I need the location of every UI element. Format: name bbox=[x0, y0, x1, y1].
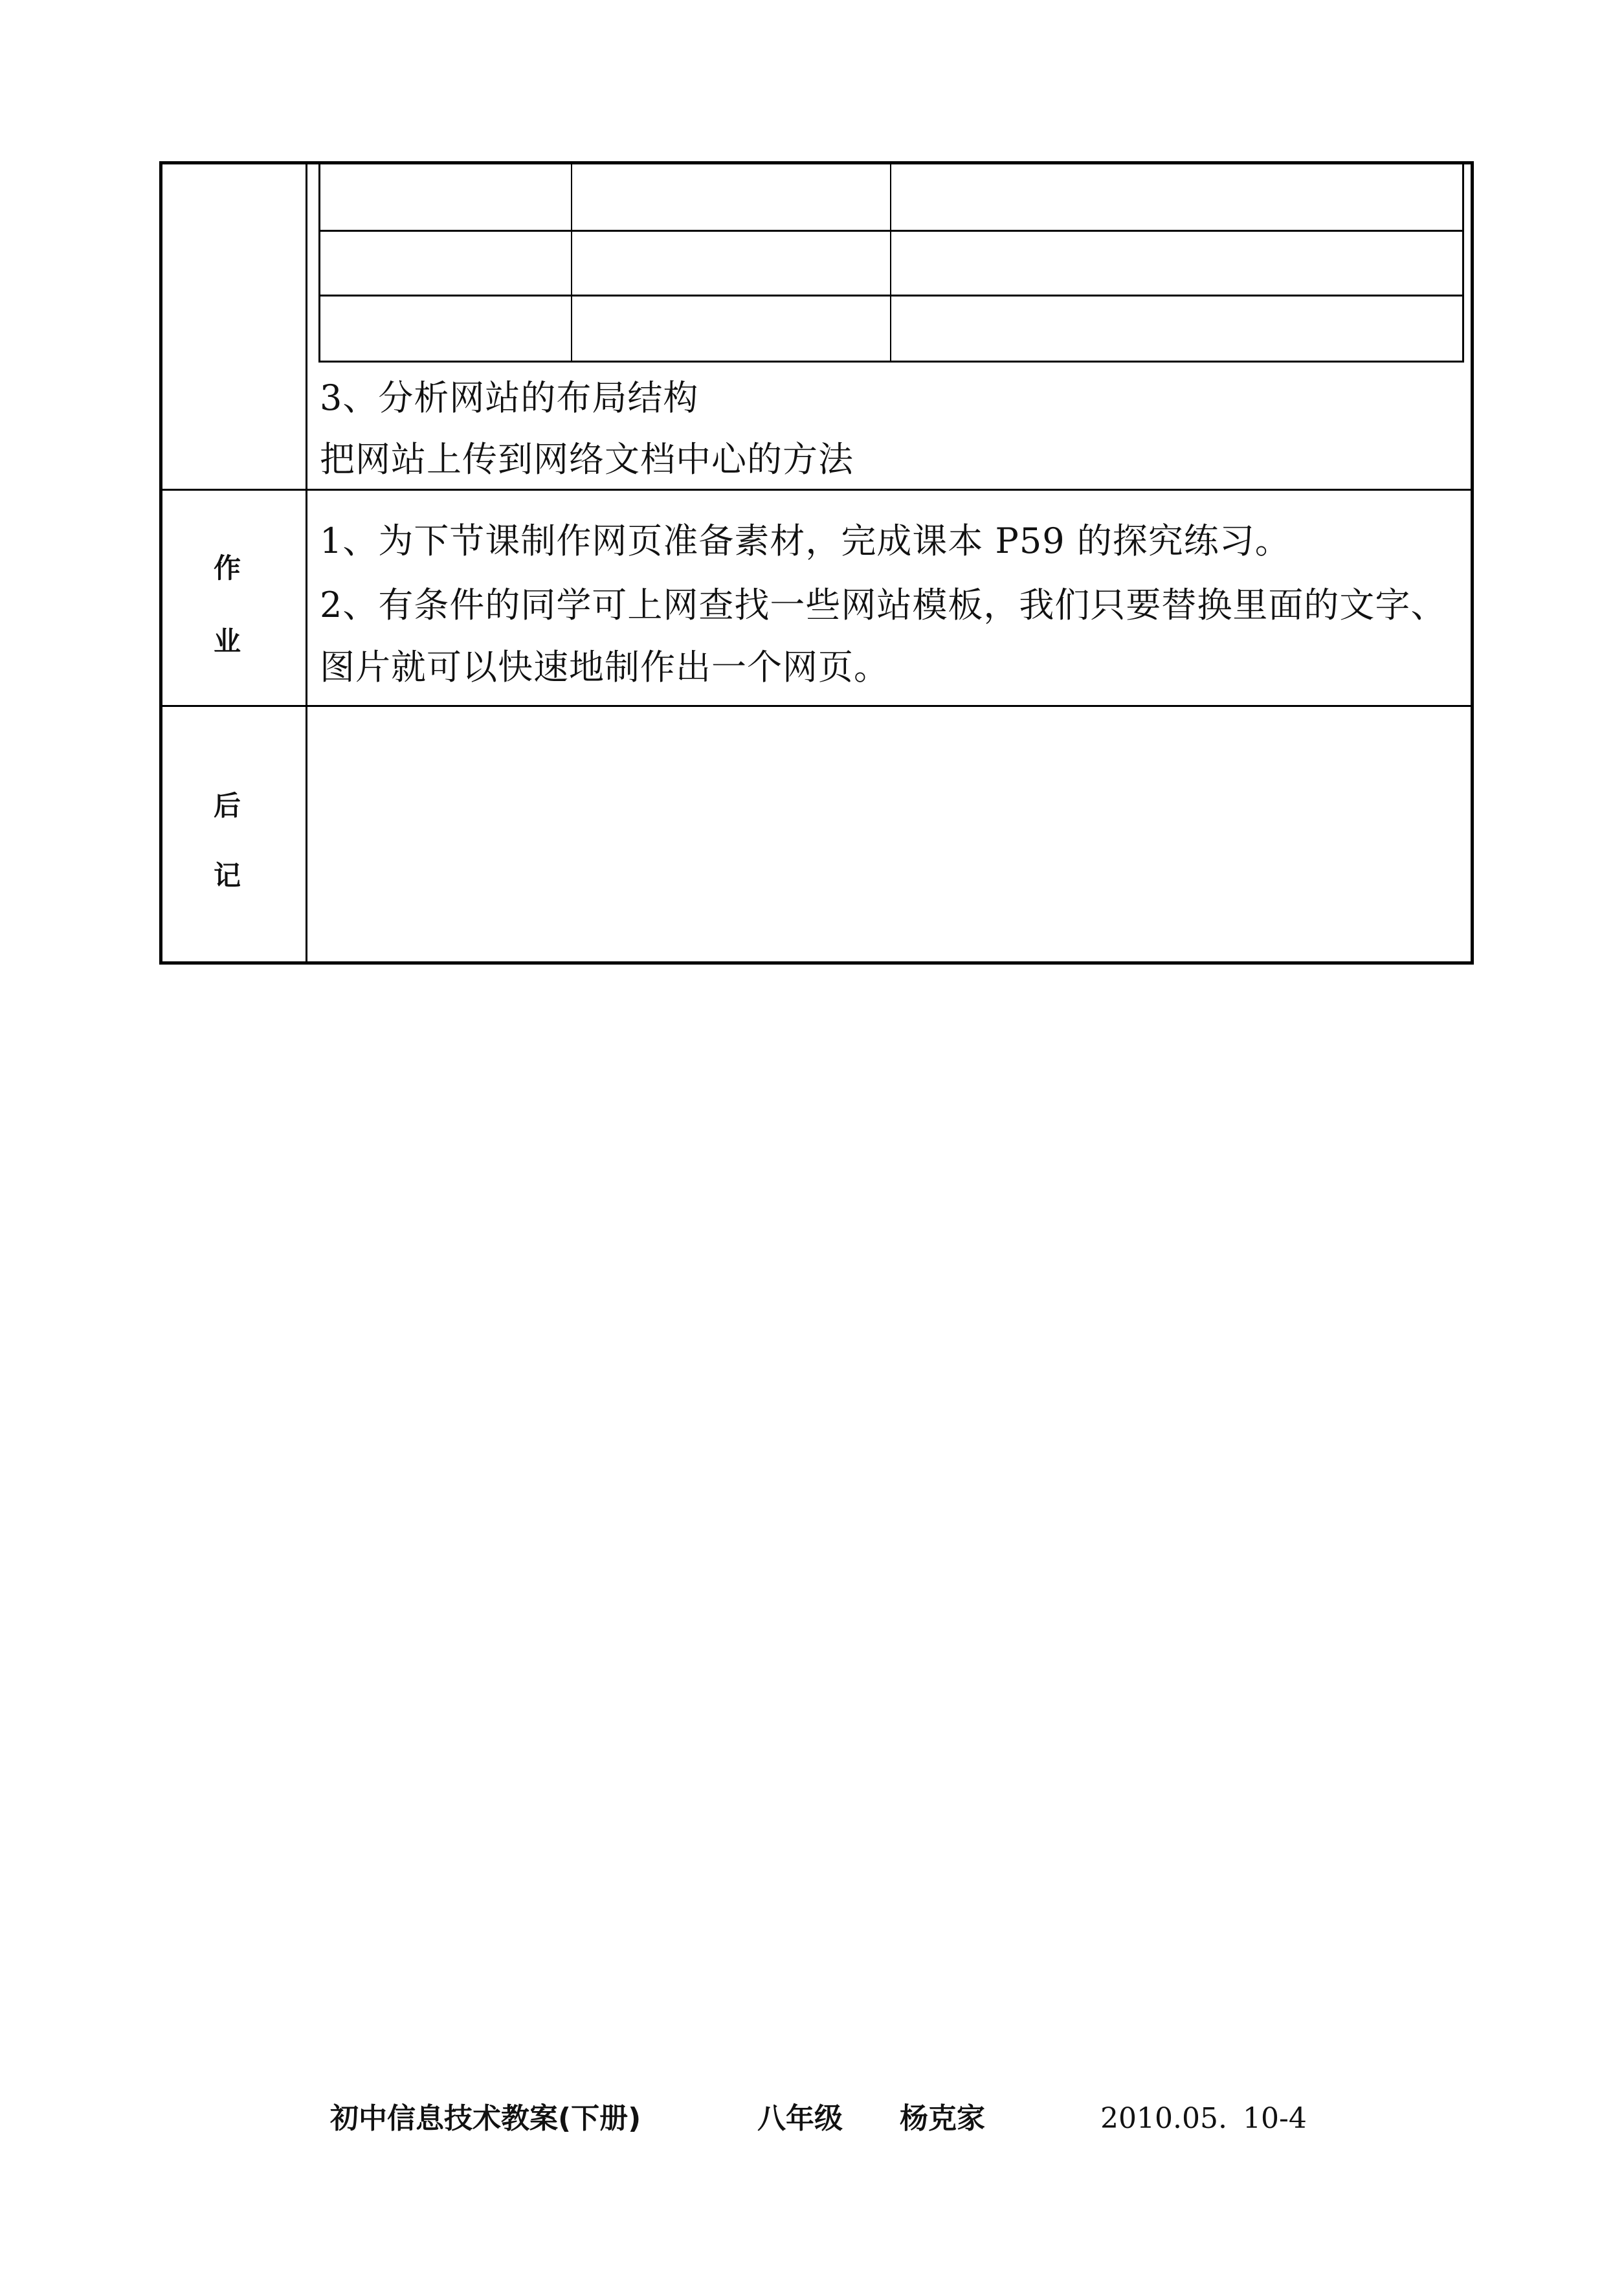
homework-label-char-2: 业 bbox=[214, 625, 241, 657]
footer-date: 2010.05. bbox=[1100, 2102, 1227, 2135]
inner-grid-row-divider bbox=[318, 295, 1464, 296]
section-3-title: 3、分析网站的布局结构 bbox=[320, 377, 699, 418]
table-row-divider-homework bbox=[159, 489, 1474, 491]
footer-teacher: 杨克家 bbox=[900, 2102, 985, 2135]
table-row-divider-postscript bbox=[159, 705, 1474, 707]
inner-grid-column-divider bbox=[890, 164, 891, 363]
postscript-label-char-1: 后 bbox=[214, 790, 241, 822]
homework-line-2: 2、有条件的同学可上网查找一些网站模板，我们只要替换里面的文字、 bbox=[320, 585, 1447, 625]
inner-grid-column-divider bbox=[571, 164, 572, 363]
footer-grade: 八年级 bbox=[757, 2102, 843, 2135]
empty-inner-grid bbox=[318, 164, 1464, 363]
postscript-label-char-2: 记 bbox=[214, 860, 241, 891]
homework-line-1: 1、为下节课制作网页准备素材，完成课本 P59 的探究练习。 bbox=[320, 520, 1291, 561]
footer-course-title: 初中信息技术教案(下册) bbox=[330, 2102, 641, 2135]
footer-page-number: 10-4 bbox=[1243, 2102, 1307, 2135]
section-3-text: 把网站上传到网络文档中心的方法 bbox=[320, 439, 854, 480]
homework-line-3: 图片就可以快速地制作出一个网页。 bbox=[320, 647, 889, 688]
homework-label-char-1: 作 bbox=[214, 552, 241, 584]
inner-grid-row-divider bbox=[318, 230, 1464, 232]
table-label-column-divider bbox=[306, 161, 307, 965]
